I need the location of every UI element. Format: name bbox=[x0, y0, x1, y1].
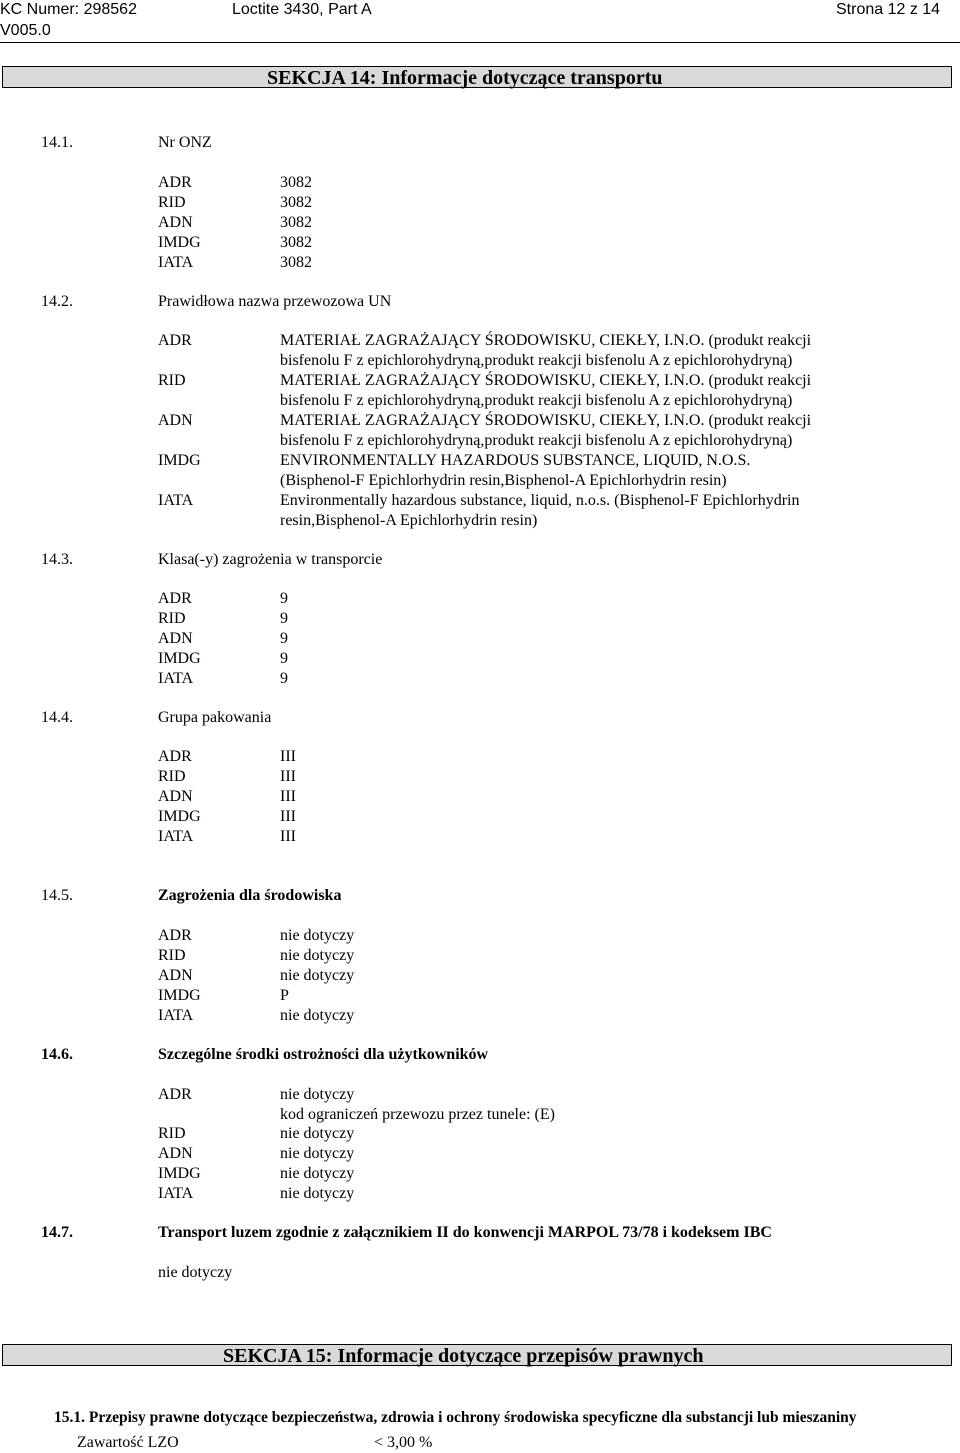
s1-mode-imdg: IMDG bbox=[158, 234, 201, 251]
s4-value-adn: III bbox=[280, 788, 296, 805]
s5-mode-adn: ADN bbox=[158, 967, 193, 984]
s3-value-adn: 9 bbox=[280, 630, 288, 647]
s4-value-iata: III bbox=[280, 828, 296, 845]
lzo-label: Zawartość LZO bbox=[77, 1434, 179, 1451]
s151-title: 15.1. Przepisy prawne dotyczące bezpieczeństwa, zdrowia i ochrony środowiska specyficzne dla substancji lub mieszaniny bbox=[54, 1409, 857, 1426]
s2-mode-rid: RID bbox=[158, 372, 186, 389]
s2-name-imdg-line: (Bisphenol-F Epichlorhydrin resin,Bisphenol-A Epichlorhydrin resin) bbox=[280, 472, 727, 489]
s6-mode-rid: RID bbox=[158, 1125, 186, 1142]
header-rule bbox=[0, 42, 960, 43]
s5-mode-iata: IATA bbox=[158, 1007, 194, 1024]
s1-value-rid: 3082 bbox=[280, 194, 312, 211]
section-14-title: SEKCJA 14: Informacje dotyczące transportu bbox=[267, 67, 663, 89]
s1-value-iata: 3082 bbox=[280, 254, 312, 271]
s141-title: Nr ONZ bbox=[158, 134, 212, 151]
s1-mode-adn: ADN bbox=[158, 214, 193, 231]
lzo-value: < 3,00 % bbox=[374, 1434, 433, 1451]
s147-title: Transport luzem zgodnie z załącznikiem II do konwencji MARPOL 73/78 i kodeksem IBC bbox=[158, 1224, 772, 1241]
s1-mode-rid: RID bbox=[158, 194, 186, 211]
s5-value-imdg: P bbox=[280, 987, 289, 1004]
s2-name-adn-line: MATERIAŁ ZAGRAŻAJĄCY ŚRODOWISKU, CIEKŁY, I.N.O. (produkt reakcji bbox=[280, 412, 812, 429]
s146-adr-line1: nie dotyczy bbox=[280, 1086, 355, 1103]
s5-mode-adr: ADR bbox=[158, 927, 192, 944]
s4-value-adr: III bbox=[280, 748, 296, 765]
s5-value-adr: nie dotyczy bbox=[280, 927, 355, 944]
s3-value-rid: 9 bbox=[280, 610, 288, 627]
s1-value-imdg: 3082 bbox=[280, 234, 312, 251]
s2-mode-adr: ADR bbox=[158, 332, 192, 349]
s1-mode-iata: IATA bbox=[158, 254, 194, 271]
s146-number: 14.6. bbox=[41, 1046, 73, 1063]
s1-value-adr: 3082 bbox=[280, 174, 312, 191]
s2-mode-adn: ADN bbox=[158, 412, 193, 429]
s147-number: 14.7. bbox=[41, 1224, 73, 1241]
s146-adr-line2: kod ograniczeń przewozu przez tunele: (E) bbox=[280, 1106, 555, 1123]
s6-value-iata: nie dotyczy bbox=[280, 1185, 355, 1202]
s4-value-rid: III bbox=[280, 768, 296, 785]
s1-value-adn: 3082 bbox=[280, 214, 312, 231]
s5-value-adn: nie dotyczy bbox=[280, 967, 355, 984]
s3-mode-adn: ADN bbox=[158, 630, 193, 647]
s5-mode-rid: RID bbox=[158, 947, 186, 964]
s6-value-rid: nie dotyczy bbox=[280, 1125, 355, 1142]
product-name: Loctite 3430, Part A bbox=[232, 1, 372, 18]
s147-value: nie dotyczy bbox=[158, 1264, 233, 1281]
kc-number: KC Numer: 298562 bbox=[0, 1, 137, 18]
s3-value-adr: 9 bbox=[280, 590, 288, 607]
section-14-banner bbox=[2, 66, 952, 88]
s4-value-imdg: III bbox=[280, 808, 296, 825]
s141-number: 14.1. bbox=[41, 134, 73, 151]
s3-value-imdg: 9 bbox=[280, 650, 288, 667]
s5-value-rid: nie dotyczy bbox=[280, 947, 355, 964]
s142-number: 14.2. bbox=[41, 293, 73, 310]
s6-value-adn: nie dotyczy bbox=[280, 1145, 355, 1162]
s2-name-rid-line: MATERIAŁ ZAGRAŻAJĄCY ŚRODOWISKU, CIEKŁY, I.N.O. (produkt reakcji bbox=[280, 372, 812, 389]
s3-mode-adr: ADR bbox=[158, 590, 192, 607]
s6-mode-adn: ADN bbox=[158, 1145, 193, 1162]
s5-value-iata: nie dotyczy bbox=[280, 1007, 355, 1024]
s142-title: Prawidłowa nazwa przewozowa UN bbox=[158, 293, 392, 310]
s143-number: 14.3. bbox=[41, 551, 73, 568]
s145-title: Zagrożenia dla środowiska bbox=[158, 887, 342, 904]
s2-name-adn-line: bisfenolu F z epichlorohydryną,produkt reakcji bisfenolu A z epichlorohydryną) bbox=[280, 432, 793, 449]
s2-name-adr-line: MATERIAŁ ZAGRAŻAJĄCY ŚRODOWISKU, CIEKŁY, I.N.O. (produkt reakcji bbox=[280, 332, 812, 349]
s146-title: Szczególne środki ostrożności dla użytkowników bbox=[158, 1046, 489, 1063]
s4-mode-imdg: IMDG bbox=[158, 808, 201, 825]
s2-name-rid-line: bisfenolu F z epichlorohydryną,produkt reakcji bisfenolu A z epichlorohydryną) bbox=[280, 392, 793, 409]
section-15-title: SEKCJA 15: Informacje dotyczące przepisów prawnych bbox=[223, 1345, 704, 1367]
s3-mode-rid: RID bbox=[158, 610, 186, 627]
s3-mode-imdg: IMDG bbox=[158, 650, 201, 667]
s6-mode-imdg: IMDG bbox=[158, 1165, 201, 1182]
s146-mode-adr: ADR bbox=[158, 1086, 192, 1103]
s4-mode-rid: RID bbox=[158, 768, 186, 785]
s2-mode-imdg: IMDG bbox=[158, 452, 201, 469]
s4-mode-adn: ADN bbox=[158, 788, 193, 805]
version: V005.0 bbox=[0, 22, 51, 39]
s3-mode-iata: IATA bbox=[158, 670, 194, 687]
s2-name-adr-line: bisfenolu F z epichlorohydryną,produkt reakcji bisfenolu A z epichlorohydryną) bbox=[280, 352, 793, 369]
s145-number: 14.5. bbox=[41, 887, 73, 904]
s4-mode-adr: ADR bbox=[158, 748, 192, 765]
s2-name-iata-line: Environmentally hazardous substance, liquid, n.o.s. (Bisphenol-F Epichlorhydrin bbox=[280, 492, 800, 509]
page-number: Strona 12 z 14 bbox=[836, 1, 941, 18]
s5-mode-imdg: IMDG bbox=[158, 987, 201, 1004]
s6-mode-iata: IATA bbox=[158, 1185, 194, 1202]
s2-name-iata-line: resin,Bisphenol-A Epichlorhydrin resin) bbox=[280, 512, 538, 529]
s1-mode-adr: ADR bbox=[158, 174, 192, 191]
s144-title: Grupa pakowania bbox=[158, 709, 272, 726]
s143-title: Klasa(-y) zagrożenia w transporcie bbox=[158, 551, 383, 568]
s3-value-iata: 9 bbox=[280, 670, 288, 687]
s144-number: 14.4. bbox=[41, 709, 73, 726]
s4-mode-iata: IATA bbox=[158, 828, 194, 845]
s2-mode-iata: IATA bbox=[158, 492, 194, 509]
s2-name-imdg-line: ENVIRONMENTALLY HAZARDOUS SUBSTANCE, LIQUID, N.O.S. bbox=[280, 452, 751, 469]
section-15-banner bbox=[2, 1344, 952, 1366]
s6-value-imdg: nie dotyczy bbox=[280, 1165, 355, 1182]
